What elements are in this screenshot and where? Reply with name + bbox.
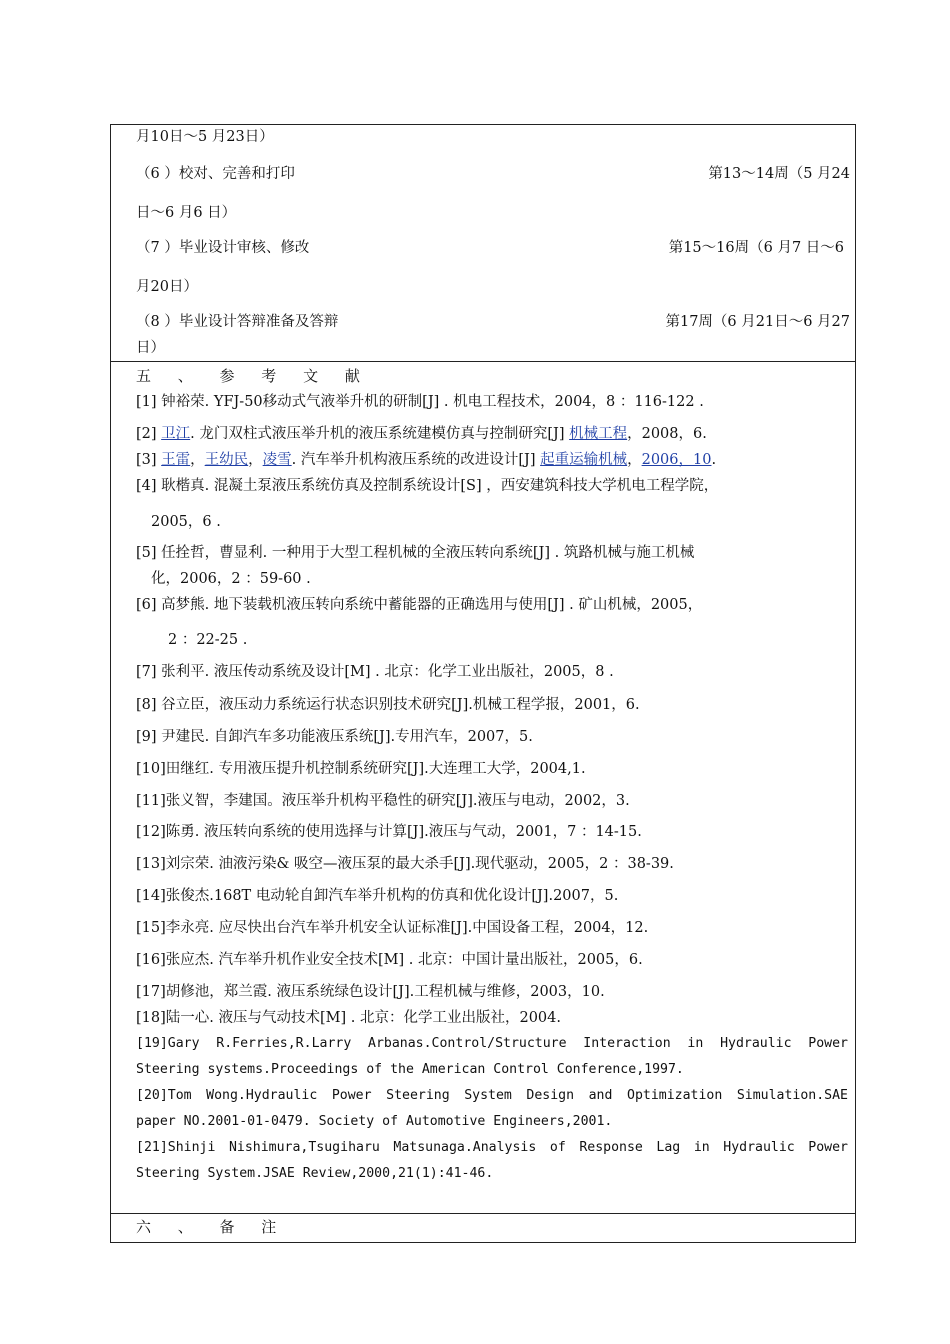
author-link[interactable]: 卫江 [161, 426, 191, 442]
schedule-item-8-date: 第17周（6 月21日～6 月27 [665, 314, 850, 330]
schedule-item-7-date: 第15～16周（6 月7 日～6 [668, 240, 844, 256]
reference-10: [10]田继红. 专用液压提升机控制系统研究[J].大连理工大学，2004,1. [136, 761, 586, 777]
author-link[interactable]: 王幼民 [204, 452, 249, 468]
journal-link[interactable]: 机械工程 [569, 426, 628, 442]
reference-7: [7] 张利平. 液压传动系统及设计[M] . 北京：化学工业出版社，2005，8 . [136, 664, 614, 680]
schedule-item-7-cont: 月20日） [136, 279, 198, 295]
reference-18: [18]陆一心. 液压与气动技术[M] . 北京：化学工业出版社，2004. [136, 1010, 561, 1026]
reference-19-cont: Steering systems.Proceedings of the American Control Conference,1997. [136, 1062, 684, 1077]
reference-4-cont: 2005，6 . [151, 514, 221, 530]
schedule-item-6-cont: 日～6 月6 日） [136, 205, 237, 221]
reference-20-cont: paper NO.2001-01-0479. Society of Automotive Engineers,2001. [136, 1114, 613, 1129]
schedule-item-6-date: 第13～14周（5 月24 [708, 166, 850, 182]
reference-20: [20]Tom Wong.Hydraulic Power Steering System Design and Optimization Simulation.SAE [136, 1088, 848, 1103]
reference-15: [15]李永亮. 应尽快出台汽车举升机安全认证标准[J].中国设备工程，2004，12. [136, 920, 649, 936]
reference-4: [4] 耿楷真. 混凝土泵液压系统仿真及控制系统设计[S] ，西安建筑科技大学机电工程学院， [136, 478, 719, 494]
schedule-item-8: （8 ）毕业设计答辩准备及答辩 [136, 314, 339, 330]
reference-21-cont: Steering System.JSAE Review,2000,21(1):41-46. [136, 1166, 494, 1181]
reference-6: [6] 高梦熊. 地下装载机液压转向系统中蓄能器的正确选用与使用[J] . 矿山机械，2005， [136, 597, 703, 613]
reference-16: [16]张应杰. 汽车举升机作业安全技术[M] . 北京：中国计量出版社，2005，6. [136, 952, 643, 968]
references-heading: 五 、 参 考 文 献 [136, 367, 371, 385]
reference-11: [11]张义智，李建国。液压举升机构平稳性的研究[J].液压与电动，2002，3. [136, 793, 630, 809]
reference-6-cont: 2 ：22-25 . [168, 632, 248, 648]
reference-17: [17]胡修池，郑兰霞. 液压系统绿色设计[J].工程机械与维修，2003，10. [136, 984, 605, 1000]
reference-12: [12]陈勇. 液压转向系统的使用选择与计算[J].液压与气动，2001，7 ：14-15. [136, 824, 642, 840]
reference-21: [21]Shinji Nishimura,Tsugiharu Matsunaga.Analysis of Response Lag in Hydraulic Power [136, 1140, 848, 1155]
author-link[interactable]: 王雷 [161, 452, 191, 468]
reference-14: [14]张俊杰.168T 电动轮自卸汽车举升机构的仿真和优化设计[J].2007，5. [136, 888, 619, 904]
reference-19: [19]Gary R.Ferries,R.Larry Arbanas.Control/Structure Interaction in Hydraulic Power [136, 1036, 848, 1051]
reference-5: [5] 任拴哲，曹显利. 一种用于大型工程机械的全液压转向系统[J] . 筑路机械与施工机械 [136, 545, 695, 561]
reference-1: [1] 钟裕荣. YFJ-50移动式气液举升机的研制[J] . 机电工程技术，2004，8 ：116-122 . [136, 394, 704, 410]
author-link[interactable]: 凌雪 [262, 452, 292, 468]
reference-3: [3] 王雷，王幼民，凌雪. 汽车举升机构液压系统的改进设计[J] 起重运输机械，2006，10. [136, 452, 717, 468]
reference-5-cont: 化，2006，2 ：59-60 . [151, 571, 311, 587]
reference-2: [2] 卫江. 龙门双柱式液压举升机的液压系统建模仿真与控制研究[J] 机械工程，2008，6. [136, 426, 707, 442]
schedule-line: 月10日～5 月23日） [136, 129, 274, 145]
reference-13: [13]刘宗荣. 油液污染& 吸空—液压泵的最大杀手[J].现代驱动，2005，2 ：38-39. [136, 856, 674, 872]
journal-link[interactable]: 起重运输机械 [540, 452, 628, 468]
notes-heading: 六 、 备 注 [136, 1218, 288, 1236]
schedule-item-7: （7 ）毕业设计审核、修改 [136, 240, 310, 256]
reference-9: [9] 尹建民. 自卸汽车多功能液压系统[J].专用汽车，2007，5. [136, 729, 533, 745]
reference-8: [8] 谷立臣，液压动力系统运行状态识别技术研究[J].机械工程学报，2001，6. [136, 697, 640, 713]
schedule-item-8-cont: 日） [136, 340, 165, 356]
schedule-item-6: （6 ）校对、完善和打印 [136, 166, 295, 182]
issue-link[interactable]: 2006，10 [641, 452, 712, 468]
